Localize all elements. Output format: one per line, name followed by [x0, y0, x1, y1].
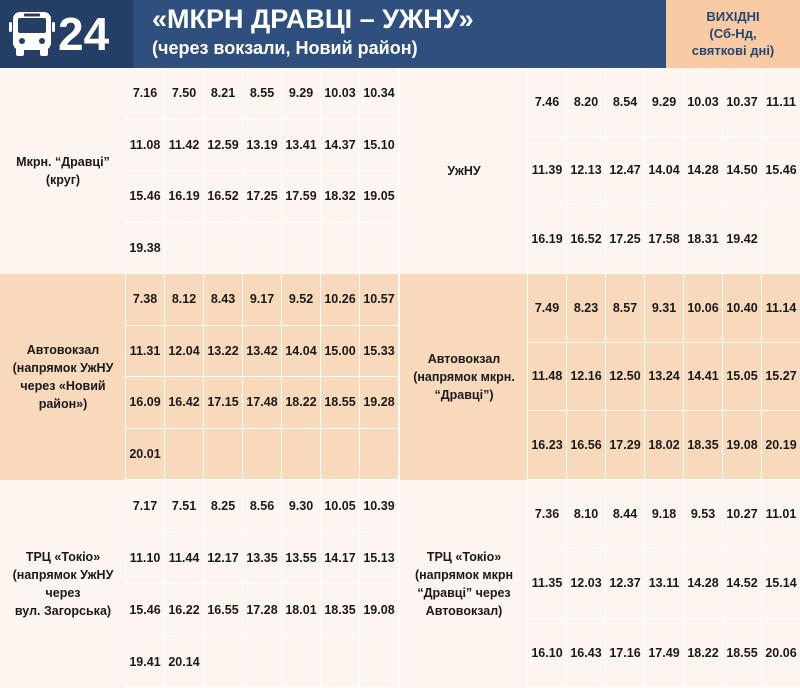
- departure-time: [243, 429, 282, 481]
- return-time: 10.37: [723, 68, 762, 137]
- stop-name-line: (круг): [45, 173, 81, 187]
- departure-time: 9.30: [282, 480, 321, 532]
- return-times-grid: [528, 480, 800, 688]
- column-divider: [125, 68, 126, 274]
- departure-time: 15.33: [360, 326, 399, 378]
- departure-time: 15.46: [126, 171, 165, 223]
- departure-time: 15.13: [360, 532, 399, 584]
- departure-time: [243, 223, 282, 275]
- return-stop-name: [400, 274, 528, 480]
- return-time: 17.25: [606, 205, 645, 274]
- departure-time: [360, 636, 399, 688]
- departure-time: 7.16: [126, 68, 165, 120]
- return-time: 11.48: [528, 343, 567, 412]
- departure-time: 19.05: [360, 171, 399, 223]
- return-times-grid: [528, 68, 800, 274]
- return-time: 14.41: [684, 343, 723, 412]
- departure-time: 18.22: [282, 377, 321, 429]
- column-divider: [399, 480, 400, 688]
- departure-times-grid: [126, 274, 399, 480]
- departure-time: 18.01: [282, 584, 321, 636]
- departure-time: 17.48: [243, 377, 282, 429]
- departure-time: 13.19: [243, 120, 282, 172]
- departure-time: [321, 429, 360, 481]
- return-time: 13.24: [645, 343, 684, 412]
- departure-time: 17.59: [282, 171, 321, 223]
- column-divider: [527, 68, 528, 274]
- departure-time: 10.57: [360, 274, 399, 326]
- departure-time: [321, 223, 360, 275]
- departure-time: 14.04: [282, 326, 321, 378]
- return-time: 20.06: [762, 619, 800, 688]
- departure-time: 12.17: [204, 532, 243, 584]
- return-time: 8.23: [567, 274, 606, 343]
- return-time: 14.28: [684, 137, 723, 206]
- return-time: 8.57: [606, 274, 645, 343]
- return-time: 18.22: [684, 619, 723, 688]
- departure-time: 10.03: [321, 68, 360, 120]
- return-time: 16.10: [528, 619, 567, 688]
- departure-time: 17.15: [204, 377, 243, 429]
- stop-name-line: через «Новий: [20, 379, 106, 393]
- departure-time: 17.28: [243, 584, 282, 636]
- return-time: 7.46: [528, 68, 567, 137]
- departure-time: 8.43: [204, 274, 243, 326]
- departure-time: 20.01: [126, 429, 165, 481]
- departure-time: 8.25: [204, 480, 243, 532]
- departure-times-grid: [126, 480, 399, 688]
- return-time: 11.01: [762, 480, 800, 549]
- route-title: «МКРН ДРАВЦІ – УЖНУ»: [152, 4, 474, 34]
- stop-name-line: ТРЦ «Токіо»: [25, 550, 101, 564]
- departure-time: 16.22: [165, 584, 204, 636]
- return-time: 10.06: [684, 274, 723, 343]
- column-divider: [125, 274, 126, 480]
- bus-icon: [9, 10, 55, 58]
- departure-time: 16.52: [204, 171, 243, 223]
- departure-time: 11.31: [126, 326, 165, 378]
- departure-time: [204, 636, 243, 688]
- departure-stop-name: [0, 480, 126, 688]
- route-badge: [0, 0, 133, 68]
- departure-time: [204, 223, 243, 275]
- stop-name-line: через: [45, 586, 81, 600]
- return-time: 16.23: [528, 411, 567, 480]
- return-stop-name: [400, 68, 528, 274]
- departure-time: [165, 223, 204, 275]
- return-time: 8.20: [567, 68, 606, 137]
- return-times-grid: [528, 274, 800, 480]
- return-time: 13.11: [645, 549, 684, 618]
- route-subtitle: (через вокзали, Новий район): [152, 38, 418, 58]
- departure-time: [321, 636, 360, 688]
- column-divider: [527, 480, 528, 688]
- return-time: 14.28: [684, 549, 723, 618]
- departure-time: 20.14: [165, 636, 204, 688]
- day-type-badge: [666, 0, 800, 68]
- return-time: 18.02: [645, 411, 684, 480]
- stop-name-line: (напрямок УжНУ: [12, 568, 114, 582]
- departure-time: 12.04: [165, 326, 204, 378]
- departure-time: 16.55: [204, 584, 243, 636]
- departure-time: 9.29: [282, 68, 321, 120]
- stop-name-line: район»): [38, 397, 88, 411]
- column-divider: [125, 480, 126, 688]
- stop-name-line: Автовокзал): [425, 604, 503, 618]
- stop-name-line: ТРЦ «Токіо»: [426, 550, 502, 564]
- return-time: 14.52: [723, 549, 762, 618]
- departure-time: 16.19: [165, 171, 204, 223]
- departure-time: 10.05: [321, 480, 360, 532]
- return-time: 7.36: [528, 480, 567, 549]
- return-time: 17.58: [645, 205, 684, 274]
- departure-time: 18.32: [321, 171, 360, 223]
- stop-name-line: “Дравці”): [434, 388, 494, 402]
- return-time: 11.14: [762, 274, 800, 343]
- column-divider: [399, 274, 400, 480]
- return-time: 8.54: [606, 68, 645, 137]
- stop-name-line: Мкрн. “Дравці”: [16, 155, 110, 169]
- departure-time: [204, 429, 243, 481]
- return-time: 18.55: [723, 619, 762, 688]
- stop-name-line: (напрямок мкрн: [414, 568, 514, 582]
- route-number: 24: [58, 8, 110, 60]
- schedule-header: [0, 0, 800, 68]
- departure-time: 10.34: [360, 68, 399, 120]
- stop-name-line: УжНУ: [447, 164, 481, 178]
- return-time: 17.16: [606, 619, 645, 688]
- day-type-line: ВИХІДНІ: [706, 9, 760, 24]
- day-type-line: святкові дні): [691, 43, 775, 58]
- departure-time: 8.55: [243, 68, 282, 120]
- departure-time: 11.42: [165, 120, 204, 172]
- departure-time: 8.56: [243, 480, 282, 532]
- departure-time: 13.42: [243, 326, 282, 378]
- departure-time: [360, 429, 399, 481]
- return-time: 16.19: [528, 205, 567, 274]
- departure-times-grid: [126, 68, 399, 274]
- return-time: 20.19: [762, 411, 800, 480]
- return-time: 16.52: [567, 205, 606, 274]
- departure-time: 15.00: [321, 326, 360, 378]
- departure-time: [282, 429, 321, 481]
- departure-time: 17.25: [243, 171, 282, 223]
- return-time: [762, 205, 800, 274]
- departure-time: 13.55: [282, 532, 321, 584]
- return-time: 9.53: [684, 480, 723, 549]
- departure-time: 9.52: [282, 274, 321, 326]
- departure-time: [282, 223, 321, 275]
- return-stop-name: [400, 480, 528, 688]
- departure-time: 14.37: [321, 120, 360, 172]
- departure-time: [243, 636, 282, 688]
- return-time: 7.49: [528, 274, 567, 343]
- return-time: 12.03: [567, 549, 606, 618]
- return-time: 9.31: [645, 274, 684, 343]
- return-time: 11.11: [762, 68, 800, 137]
- departure-time: 16.42: [165, 377, 204, 429]
- return-time: 16.56: [567, 411, 606, 480]
- departure-time: 11.10: [126, 532, 165, 584]
- return-time: 17.49: [645, 619, 684, 688]
- return-time: 15.46: [762, 137, 800, 206]
- stop-name-line: вул. Загорська): [14, 604, 112, 618]
- departure-time: 11.08: [126, 120, 165, 172]
- return-time: 15.27: [762, 343, 800, 412]
- departure-time: 14.17: [321, 532, 360, 584]
- stop-name-line: Автовокзал: [26, 343, 100, 357]
- departure-time: 11.44: [165, 532, 204, 584]
- return-time: 18.31: [684, 205, 723, 274]
- return-time: 19.08: [723, 411, 762, 480]
- return-time: 14.50: [723, 137, 762, 206]
- departure-time: 8.21: [204, 68, 243, 120]
- departure-time: 13.22: [204, 326, 243, 378]
- return-time: 19.42: [723, 205, 762, 274]
- departure-time: 12.59: [204, 120, 243, 172]
- return-time: 16.43: [567, 619, 606, 688]
- return-time: 10.40: [723, 274, 762, 343]
- return-time: 9.18: [645, 480, 684, 549]
- departure-time: 15.46: [126, 584, 165, 636]
- return-time: 10.03: [684, 68, 723, 137]
- departure-time: [282, 636, 321, 688]
- return-time: 15.05: [723, 343, 762, 412]
- departure-stop-name: [0, 274, 126, 480]
- departure-time: 7.17: [126, 480, 165, 532]
- return-time: 8.10: [567, 480, 606, 549]
- return-time: 10.27: [723, 480, 762, 549]
- departure-time: [360, 223, 399, 275]
- departure-time: 19.08: [360, 584, 399, 636]
- departure-time: 10.39: [360, 480, 399, 532]
- return-time: 14.04: [645, 137, 684, 206]
- column-divider: [399, 68, 400, 274]
- stop-name-line: (напрямок мкрн.: [413, 370, 515, 384]
- departure-time: 19.28: [360, 377, 399, 429]
- departure-time: 18.35: [321, 584, 360, 636]
- departure-time: 13.41: [282, 120, 321, 172]
- departure-time: 8.12: [165, 274, 204, 326]
- return-time: 12.47: [606, 137, 645, 206]
- departure-time: 19.38: [126, 223, 165, 275]
- return-time: 9.29: [645, 68, 684, 137]
- departure-time: 7.38: [126, 274, 165, 326]
- departure-time: 9.17: [243, 274, 282, 326]
- departure-time: 7.51: [165, 480, 204, 532]
- return-time: 17.29: [606, 411, 645, 480]
- return-time: 11.39: [528, 137, 567, 206]
- departure-time: 16.09: [126, 377, 165, 429]
- departure-time: [165, 429, 204, 481]
- departure-time: 13.35: [243, 532, 282, 584]
- departure-time: 15.10: [360, 120, 399, 172]
- stop-name-line: (напрямок УжНУ: [12, 361, 114, 375]
- return-time: 12.37: [606, 549, 645, 618]
- departure-stop-name: [0, 68, 126, 274]
- return-time: 12.16: [567, 343, 606, 412]
- return-time: 8.44: [606, 480, 645, 549]
- return-time: 15.14: [762, 549, 800, 618]
- return-time: 18.35: [684, 411, 723, 480]
- return-time: 12.50: [606, 343, 645, 412]
- column-divider: [527, 274, 528, 480]
- departure-time: 7.50: [165, 68, 204, 120]
- departure-time: 18.55: [321, 377, 360, 429]
- return-time: 11.35: [528, 549, 567, 618]
- departure-time: 10.26: [321, 274, 360, 326]
- stop-name-line: “Дравці” через: [417, 586, 511, 600]
- return-time: 12.13: [567, 137, 606, 206]
- departure-time: 19.41: [126, 636, 165, 688]
- stop-name-line: Автовокзал: [427, 352, 501, 366]
- day-type-line: (Сб-Нд,: [709, 26, 757, 41]
